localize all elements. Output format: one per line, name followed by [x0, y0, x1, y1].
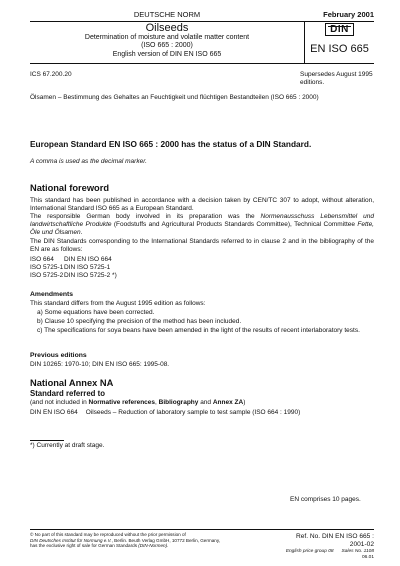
logo-area: [305, 21, 374, 63]
standard-referred-heading: Standard referred to: [30, 389, 105, 398]
national-annex-heading: National Annex NA: [30, 378, 114, 388]
reference-title: Oilseeds – Reduction of laboratory sample to test sample (ISO 664 : 1990): [85, 409, 301, 416]
list-item: c) The specifications for soya beans have been amended in the light of the results of recent interlaboratory tests.: [37, 327, 360, 334]
note-text-a: (and not included in: [30, 399, 89, 406]
note-text-g: ): [243, 399, 246, 406]
copyright-line-2-rest: , Berlin. Beuth Verlag GmbH, 10772 Berlin, Germany,: [111, 537, 221, 543]
supersedes-note: [300, 71, 380, 87]
copyright-line-1: © No part of this standard may be reproduced without the prior permission of: [30, 532, 186, 537]
footnote-rule: [30, 440, 64, 441]
ics-code: ICS 67.200.20: [30, 71, 72, 78]
not-included-note: [30, 399, 245, 407]
reference-code: DIN EN ISO 664: [30, 409, 78, 416]
amendments-intro: This standard differs from the August 1995 edition as follows:: [30, 300, 206, 307]
title-line-3: English version of DIN EN ISO 665: [112, 50, 222, 58]
din-code: DIN ISO 5725-1: [64, 264, 111, 271]
title-block: [30, 21, 374, 63]
referenced-standard: [30, 409, 300, 417]
logo-text: DIN: [330, 23, 349, 35]
price-group: English price group 08: [285, 548, 334, 554]
note-text-c: ,: [155, 399, 159, 406]
list-item: a) Some equations have been corrected.: [37, 309, 155, 316]
title-line-2: (ISO 665 : 2000): [141, 42, 193, 50]
reference-block: [278, 533, 374, 561]
list-item: b) Clause 10 specifying the precision of the method has been included.: [37, 318, 242, 325]
note-text-e: and: [198, 399, 213, 406]
supersedes-line-1: Supersedes August 1995: [300, 71, 373, 78]
copyright-line-3-start: has the exclusive right of sale for German Standards: [30, 543, 139, 549]
din-code: DIN EN ISO 664: [64, 256, 112, 263]
german-title: Ölsamen – Bestimmung des Gehaltes an Feuchtigkeit und flüchtigen Bestandteilen (ISO 665 : 2000): [30, 94, 319, 101]
header-rule-bottom: [30, 63, 374, 64]
iso-code: ISO 5725-1: [30, 264, 64, 271]
amendments-heading: Amendments: [30, 291, 74, 298]
page-count-note: EN comprises 10 pages.: [290, 496, 361, 503]
european-status: European Standard EN ISO 665 : 2000 has the status of a DIN Standard.: [30, 139, 312, 149]
code-date: 06.01: [361, 554, 374, 560]
copyright-line-3-end: .: [167, 543, 169, 549]
din-normen: (DIN-Normen): [138, 543, 168, 549]
para2-text-a: The responsible German body involved in its preparation was the: [30, 213, 261, 220]
para2-text-c: (Foodstuffs and Agricultural Products Standards Committee), Technical Committee: [111, 221, 358, 228]
iso-code: ISO 664: [30, 256, 54, 263]
technical-committee-name: Fette, Öle und Ölsamen: [30, 221, 374, 236]
reference-number: Ref. No. DIN EN ISO 665 : 2001-02: [295, 533, 374, 548]
footnote: *) Currently at draft stage.: [30, 442, 105, 449]
note-normative-references: Normative references: [88, 399, 156, 406]
document-title: Oilseeds: [145, 22, 189, 34]
title-line-1: Determination of moisture and volatile matter content: [84, 34, 250, 41]
supersedes-line-2: editions.: [300, 79, 325, 86]
national-foreword-heading: National foreword: [30, 183, 110, 193]
din-logo-icon: [325, 23, 354, 36]
copyright-notice: [30, 532, 262, 549]
table-row: [30, 264, 117, 272]
sales-number: Sales No. 1108: [341, 548, 374, 554]
previous-editions-heading: Previous editions: [30, 352, 87, 359]
publication-date: February 2001: [323, 10, 374, 19]
institute-name: DIN Deutsches Institut für Normung e.V.: [30, 537, 112, 543]
committee-name: Normenausschuss Lebensmittel und landwirtschaftliche Produkte: [30, 213, 375, 228]
table-row: [30, 272, 117, 280]
foreword-paragraph-2: [30, 213, 374, 237]
note-bibliography: Bibliography: [158, 399, 199, 406]
title-text: [30, 22, 304, 59]
decimal-marker-note: A comma is used as the decimal marker.: [30, 158, 147, 165]
note-annex-za: Annex ZA: [212, 399, 244, 406]
standard-org: DEUTSCHE NORM: [133, 10, 201, 19]
standard-number: EN ISO 665: [310, 43, 369, 55]
iso-code: ISO 5725-2: [30, 272, 64, 279]
amendments-list: [37, 309, 374, 336]
correspondence-table: [30, 256, 117, 280]
copyright-line-3: [30, 543, 262, 549]
previous-editions-text: DIN 10265: 1970-10; DIN EN ISO 665: 1995-08.: [30, 361, 170, 368]
foreword-paragraph-3: The DIN Standards corresponding to the International Standards referred to in clause 2 and in the bibliography of the EN are as follows:: [30, 238, 374, 253]
foreword-paragraph-1: This standard has been published in accordance with a decision taken by CEN/TC 307 to adopt, without alteration, International Standard ISO 665 as a European Standard.: [30, 197, 374, 212]
footer-rule: [30, 529, 374, 530]
table-row: [30, 256, 117, 264]
para2-text-e: .: [80, 229, 83, 236]
din-code: DIN ISO 5725-2 *): [64, 272, 117, 279]
price-line: [278, 549, 374, 555]
